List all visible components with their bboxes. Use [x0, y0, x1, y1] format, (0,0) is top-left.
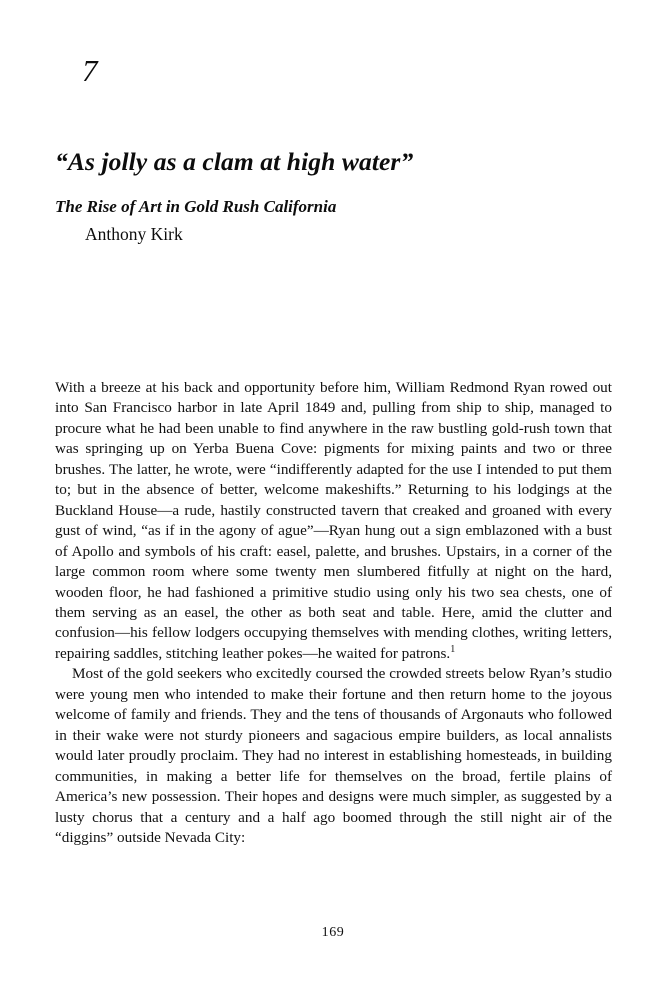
body-text: [55, 378, 612, 848]
paragraph-second: Most of the gold seekers who excitedly coursed the crowded streets below Ryan’s studio were young men who intended to make their fortune and then return home to the joyous welcome of family and friends. They and the tens of thousands of Argonauts who followed in their wake were not sturdy pioneers and sagacious empire builders, as local annalists would later proudly proclaim. They had no interest in establishing homesteads, in building communities, in making a better life for themselves on the broad, fertile plains of America’s new possession. Their hopes and designs were much simpler, as suggested by a lusty chorus that a century and a half ago boomed through the still night air of the “diggins” outside Nevada City:: [55, 665, 612, 846]
chapter-number: 7: [82, 53, 98, 88]
paragraph-first: [55, 378, 612, 664]
chapter-title: “As jolly as a clam at high water”: [55, 147, 414, 177]
page-number: 169: [321, 925, 345, 940]
footnote-reference: 1: [450, 643, 456, 655]
chapter-author: Anthony Kirk: [85, 224, 183, 244]
chapter-subtitle: The Rise of Art in Gold Rush California: [55, 197, 337, 217]
paragraph-first-text: With a breeze at his back and opportunity before him, William Redmond Ryan rowed out into San Francisco harbor in late April 1849 and, pulling from ship to ship, managed to procure what he had been unable to find anywhere in the raw bustling gold-rush town that was springing up on Yerba Buena Cove: pigments for mixing paints and two or three brushes. The latter, he wrote, were “indifferently adapted for the use I intended to put them to; but in the absence of better, welcome makeshifts.” Returning to his lodgings at the Buckland House—a rude, hastily constructed tavern that creaked and groaned with every gust of wind, “as if in the agony of ague”—Ryan hung out a sign emblazoned with a bust of Apollo and symbols of his craft: easel, palette, and brushes. Upstairs, in a corner of the large common room where some twenty men slumbered fitfully at night on the hard, wooden floor, he had fashioned a primitive studio using only his two sea chests, one of them serving as an easel, the other as both seat and table. Here, amid the clutter and confusion—his fellow lodgers occupying themselves with mending clothes, writing letters, repairing saddles, stitching leather pokes—he waited for patrons.: [55, 379, 612, 662]
